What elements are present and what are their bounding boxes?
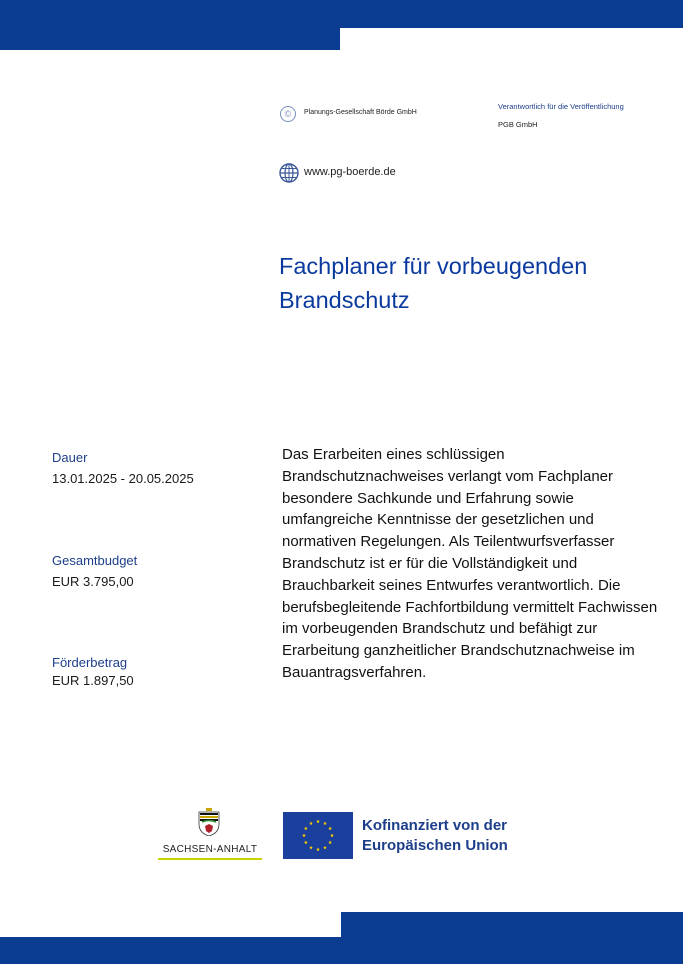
sachsen-anhalt-crest [197, 808, 221, 836]
description-text: Das Erarbeiten eines schlüssigen Brandschutznachweises verlangt vom Fachplaner besondere Sachkunde und Erfahrung sowie umfangreiche Kenntnisse der gesetzlichen und normativen Regelungen. Als Teilentwurfsverfasser Brandschutz ist er für die Vollständigkeit und Brauchbarkeit seines Entwurfes verantwortlich. Die berufsbegleitende Fachfortbildung vermittelt Fachwissen im vorbeugenden Brandschutz und befähigt zur Erarbeitung ganzheitlicher Brandschutznachweise im Bauantragsverfahren. [282, 446, 658, 681]
duration-value: 13.01.2025 - 20.05.2025 [52, 471, 194, 486]
responsible-label: Verantwortlich für die Veröffentlichung [498, 102, 624, 111]
copyright-icon: © [280, 106, 296, 122]
publisher-name: Planungs-Gesellschaft Börde GmbH [304, 109, 417, 116]
website-link[interactable]: www.pg-boerde.de [304, 166, 396, 178]
state-name: SACHSEN-ANHALT [162, 844, 258, 855]
funding-value: EUR 1.897,50 [52, 673, 134, 688]
funding-label: Förderbetrag [52, 655, 128, 670]
duration-label: Dauer [52, 450, 88, 465]
footer-band [0, 937, 683, 964]
total-budget-label: Gesamtbudget [52, 553, 138, 568]
eu-flag [283, 812, 353, 859]
page-title: Fachplaner für vorbeugenden Brandschutz [279, 253, 588, 313]
globe-icon [279, 163, 299, 183]
header-band-accent [0, 28, 340, 50]
header-band [0, 0, 683, 28]
state-accent-line [158, 858, 262, 860]
sachsen-anhalt-logo [158, 808, 262, 862]
responsible-value: PGB GmbH [498, 120, 538, 129]
eu-text-line-2: Europäischen Union [362, 837, 508, 854]
total-budget-value: EUR 3.795,00 [52, 574, 134, 589]
eu-cofinancing-text [362, 816, 508, 856]
footer-band-accent [341, 912, 683, 937]
eu-text-line-1: Kofinanziert von der [362, 817, 508, 834]
